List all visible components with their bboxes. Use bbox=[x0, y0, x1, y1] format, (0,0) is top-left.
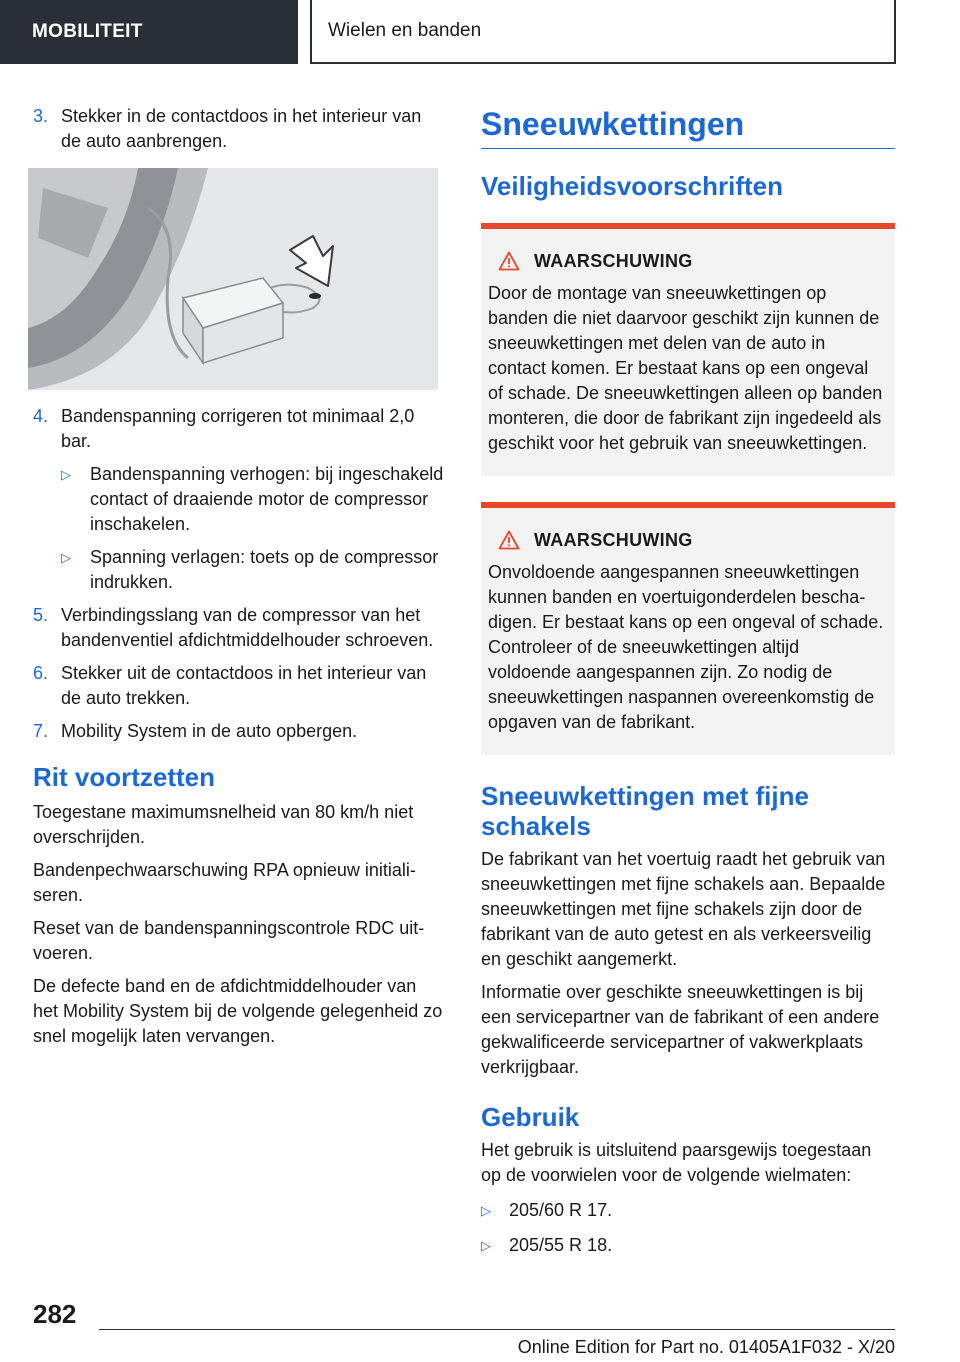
warning-triangle-icon bbox=[498, 251, 520, 271]
step-item bbox=[33, 603, 445, 653]
warning-header bbox=[498, 528, 887, 552]
step-item bbox=[33, 404, 445, 454]
body-paragraph: Informatie over geschikte sneeuwkettingen is bij een servicepartner van de fabrikant of een andere gekwalificeerde servicepartner of vakwerkplaats verkrijgbaar. bbox=[481, 982, 880, 1077]
sub-bullet-text: Spanning verlagen: toets op de compressor indrukken. bbox=[90, 547, 439, 592]
sub-bullet-text: Bandenspanning verhogen: bij ingeschakeld contact of draaiende motor de compressor inschakelen. bbox=[90, 464, 444, 534]
footer-divider bbox=[99, 1329, 895, 1330]
wheel-size-text: 205/55 R 18. bbox=[509, 1235, 613, 1255]
triangle-bullet-icon: ▷ bbox=[61, 550, 71, 565]
warning-box bbox=[481, 223, 895, 476]
warning-label: WAARSCHUWING bbox=[534, 251, 693, 271]
wheel-size-text: 205/60 R 17. bbox=[509, 1200, 613, 1220]
step-item bbox=[33, 661, 445, 711]
warning-text: Door de montage van sneeuwkettingen op banden die niet daarvoor geschikt zijn kunnen de sneeuwkettingen met delen van de auto in contact komen. Er bestaat kans op een ongeval of schade. De sneeuwkettingen alleen op banden monteren, die door de fabrikant zijn ingedeeld als geschikt voor het gebruik van sneeuwkettingen. bbox=[488, 283, 883, 453]
step-text: Verbindingsslang van de compressor van het bandenventiel afdichtmiddelhouder schroeven. bbox=[61, 605, 434, 650]
section-title-continue-driving: Rit voortzetten bbox=[33, 762, 215, 792]
fine-chains-body bbox=[481, 847, 895, 1080]
header-chapter-label: Wielen en banden bbox=[310, 0, 896, 64]
wheel-size-item bbox=[481, 1198, 895, 1223]
step-number: 6. bbox=[33, 663, 49, 683]
step-text: Stekker uit de contactdoos in het interieur van de auto trekken. bbox=[61, 663, 427, 708]
triangle-bullet-icon: ▷ bbox=[61, 467, 71, 482]
footer-edition: Online Edition for Part no. 01405A1F032 - X/20 bbox=[517, 1337, 895, 1357]
subsection-title-use: Gebruik bbox=[481, 1102, 580, 1132]
warning-header bbox=[498, 249, 887, 273]
body-paragraph: De fabrikant van het voertuig raadt het gebruik van sneeuwkettingen met fijne schakels aan. Bepaalde sneeuwkettingen met fijne schakels zijn door de fabrikant van de auto getest en als verkeersveilig en geschikt aangemerkt. bbox=[481, 849, 886, 969]
subsection-title-fine-chains: Sneeuwkettingen met fijne schakels bbox=[481, 781, 809, 841]
step-list bbox=[33, 104, 445, 154]
step-number: 5. bbox=[33, 605, 49, 625]
warning-triangle-icon bbox=[498, 530, 520, 550]
use-paragraph: Het gebruik is uitsluitend paarsgewijs toegestaan op de voorwielen voor de volgende wielmaten: bbox=[481, 1140, 872, 1185]
step-list bbox=[33, 404, 445, 454]
sub-bullet-item bbox=[61, 545, 445, 595]
wheel-size-item bbox=[481, 1233, 895, 1258]
chapter-title: Sneeuwkettingen bbox=[481, 104, 895, 149]
warning-list bbox=[481, 223, 895, 755]
step-item bbox=[33, 719, 445, 744]
step-text: Bandenspanning corrigeren tot minimaal 2,0 bar. bbox=[61, 406, 415, 451]
page-number: 282 bbox=[33, 1299, 77, 1329]
step-number: 3. bbox=[33, 106, 49, 126]
body-paragraph: Toegestane maximumsnelheid van 80 km/h niet overschrijden. bbox=[33, 802, 414, 847]
section-body bbox=[33, 800, 445, 1049]
header-section-label: MOBILITEIT bbox=[0, 0, 298, 64]
body-paragraph: Bandenpechwaarschuwing RPA opnieuw initialiseren. bbox=[33, 860, 416, 905]
step-text: Mobility System in de auto opbergen. bbox=[61, 721, 358, 741]
step-item bbox=[33, 104, 445, 154]
warning-label: WAARSCHUWING bbox=[534, 530, 693, 550]
compressor-illustration bbox=[28, 168, 438, 390]
step-number: 7. bbox=[33, 721, 49, 741]
left-column bbox=[33, 104, 445, 1057]
triangle-bullet-icon: ▷ bbox=[481, 1238, 491, 1253]
triangle-bullet-icon: ▷ bbox=[481, 1203, 491, 1218]
warning-box bbox=[481, 502, 895, 755]
body-paragraph: De defecte band en de afdichtmiddelhouder van het Mobility System bij de volgende gelegenheid zo snel mogelijk laten vervangen. bbox=[33, 976, 443, 1046]
compressor-image bbox=[28, 168, 438, 390]
wheel-size-list bbox=[481, 1198, 895, 1258]
warning-text: Onvoldoende aangespannen sneeuwkettingen kunnen banden en voertuigonderdelen beschadigen. Er bestaat kans op een ongeval of schade. Controleer of de sneeuwkettingen altijd voldoende aangespannen zijn. Zo nodig de sneeuwkettingen naspannen overeenkomstig de opgaven van de fabrikant. bbox=[488, 562, 884, 732]
step-list bbox=[33, 603, 445, 744]
step-number: 4. bbox=[33, 406, 49, 426]
step-sublist bbox=[33, 462, 445, 595]
step-text: Stekker in de contactdoos in het interieur van de auto aanbrengen. bbox=[61, 106, 422, 151]
sub-bullet-item bbox=[61, 462, 445, 537]
right-column bbox=[481, 104, 895, 1266]
body-paragraph: Reset van de bandenspanningscontrole RDC uitvoeren. bbox=[33, 918, 425, 963]
subsection-title-safety: Veiligheidsvoorschriften bbox=[481, 171, 783, 201]
